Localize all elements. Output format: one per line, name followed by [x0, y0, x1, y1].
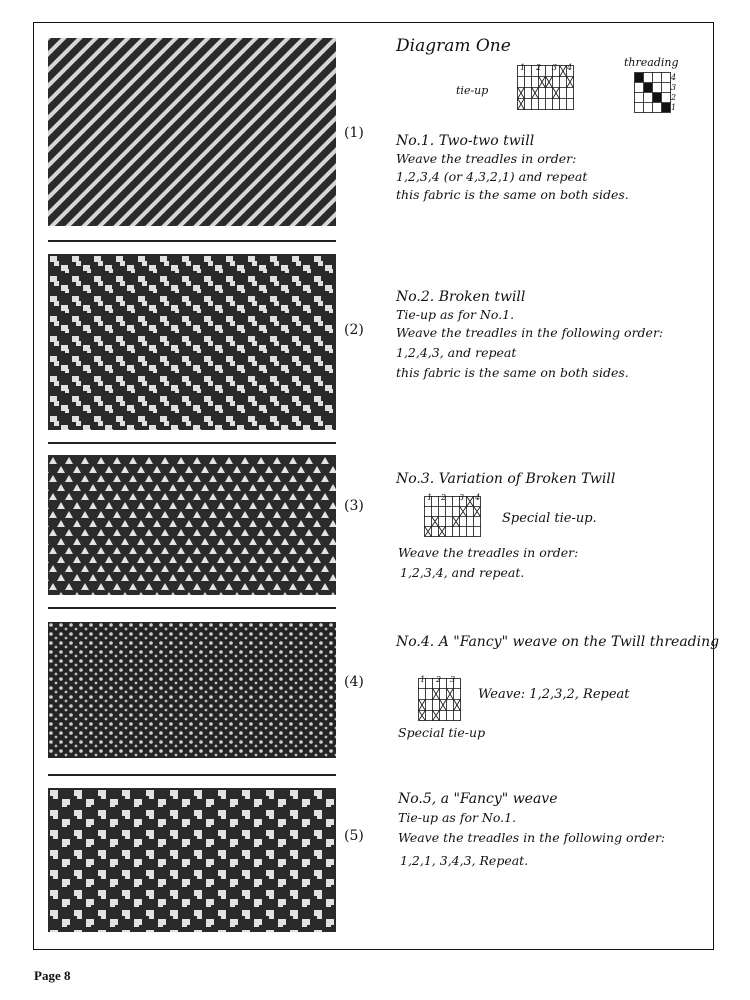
section-1-line-1: Weave the treadles in order: — [396, 151, 577, 166]
section-4-number: (4) — [344, 674, 364, 690]
section-5-number: (5) — [344, 828, 364, 844]
diagram-title: Diagram One — [396, 36, 511, 56]
section-5-heading: No.5, a "Fancy" weave — [398, 791, 558, 807]
section-2-line-4: this fabric is the same on both sides. — [396, 365, 629, 380]
section-5-line-1: Tie-up as for No.1. — [398, 810, 517, 825]
section-4-tieup-note: Special tie-up — [398, 725, 486, 740]
section-4-tieup-col-1: 1 — [420, 675, 426, 684]
threading-row-1: 1 — [671, 103, 677, 112]
section-3-tieup-col-3: 3 — [459, 493, 465, 502]
section-2-line-1: Tie-up as for No.1. — [396, 307, 515, 322]
fabric-swatch-1 — [48, 38, 336, 226]
tieup-col-1: 1 — [520, 63, 526, 72]
threading-row-4: 4 — [671, 73, 677, 82]
section-3-line-1: Weave the treadles in order: — [398, 545, 579, 560]
tieup-col-2: 2 — [536, 63, 542, 72]
section-3-tieup-col-1: 1 — [427, 493, 433, 502]
section-4-weave-note: Weave: 1,2,3,2, Repeat — [478, 687, 630, 702]
threading-label: threading — [624, 56, 679, 69]
section-2-line-3: 1,2,4,3, and repeat — [396, 345, 517, 360]
section-4-tieup-col-2: 2 — [436, 675, 442, 684]
section-2-line-2: Weave the treadles in the following order: — [396, 325, 664, 340]
section-2-number: (2) — [344, 322, 364, 338]
fabric-swatch-2 — [48, 254, 336, 430]
section-1-number: (1) — [344, 125, 364, 141]
threading-row-3: 3 — [671, 83, 677, 92]
divider-4 — [48, 774, 336, 776]
divider-1 — [48, 240, 336, 242]
fabric-swatch-3 — [48, 455, 336, 595]
tieup-label: tie-up — [456, 84, 489, 97]
section-3-tieup-col-2: 2 — [441, 493, 447, 502]
section-4-tieup-grid — [418, 678, 464, 724]
section-3-tieup-grid — [424, 496, 484, 540]
section-1-heading: No.1. Two-two twill — [396, 133, 535, 149]
section-5-line-3: 1,2,1, 3,4,3, Repeat. — [400, 853, 529, 868]
section-4-heading: No.4. A "Fancy" weave on the Twill threading — [396, 634, 720, 650]
threading-row-2: 2 — [671, 93, 677, 102]
section-3-number: (3) — [344, 498, 364, 514]
fabric-swatch-4 — [48, 622, 336, 758]
section-3-tieup-col-4: 4 — [475, 493, 481, 502]
tieup-col-3: 3 — [552, 63, 558, 72]
section-2-heading: No.2. Broken twill — [396, 289, 526, 305]
divider-3 — [48, 607, 336, 609]
fabric-swatch-5 — [48, 788, 336, 932]
divider-2 — [48, 442, 336, 444]
section-1-line-3: this fabric is the same on both sides. — [396, 187, 629, 202]
section-1-line-2: 1,2,3,4 (or 4,3,2,1) and repeat — [396, 169, 588, 184]
tieup-col-4: 4 — [567, 63, 573, 72]
section-3-heading: No.3. Variation of Broken Twill — [396, 471, 616, 487]
page-number: Page 8 — [34, 968, 71, 983]
section-3-tieup-note: Special tie-up. — [502, 511, 597, 526]
section-4-tieup-col-3: 3 — [450, 675, 456, 684]
section-3-line-2: 1,2,3,4, and repeat. — [400, 565, 525, 580]
section-5-line-2: Weave the treadles in the following order: — [398, 830, 666, 845]
